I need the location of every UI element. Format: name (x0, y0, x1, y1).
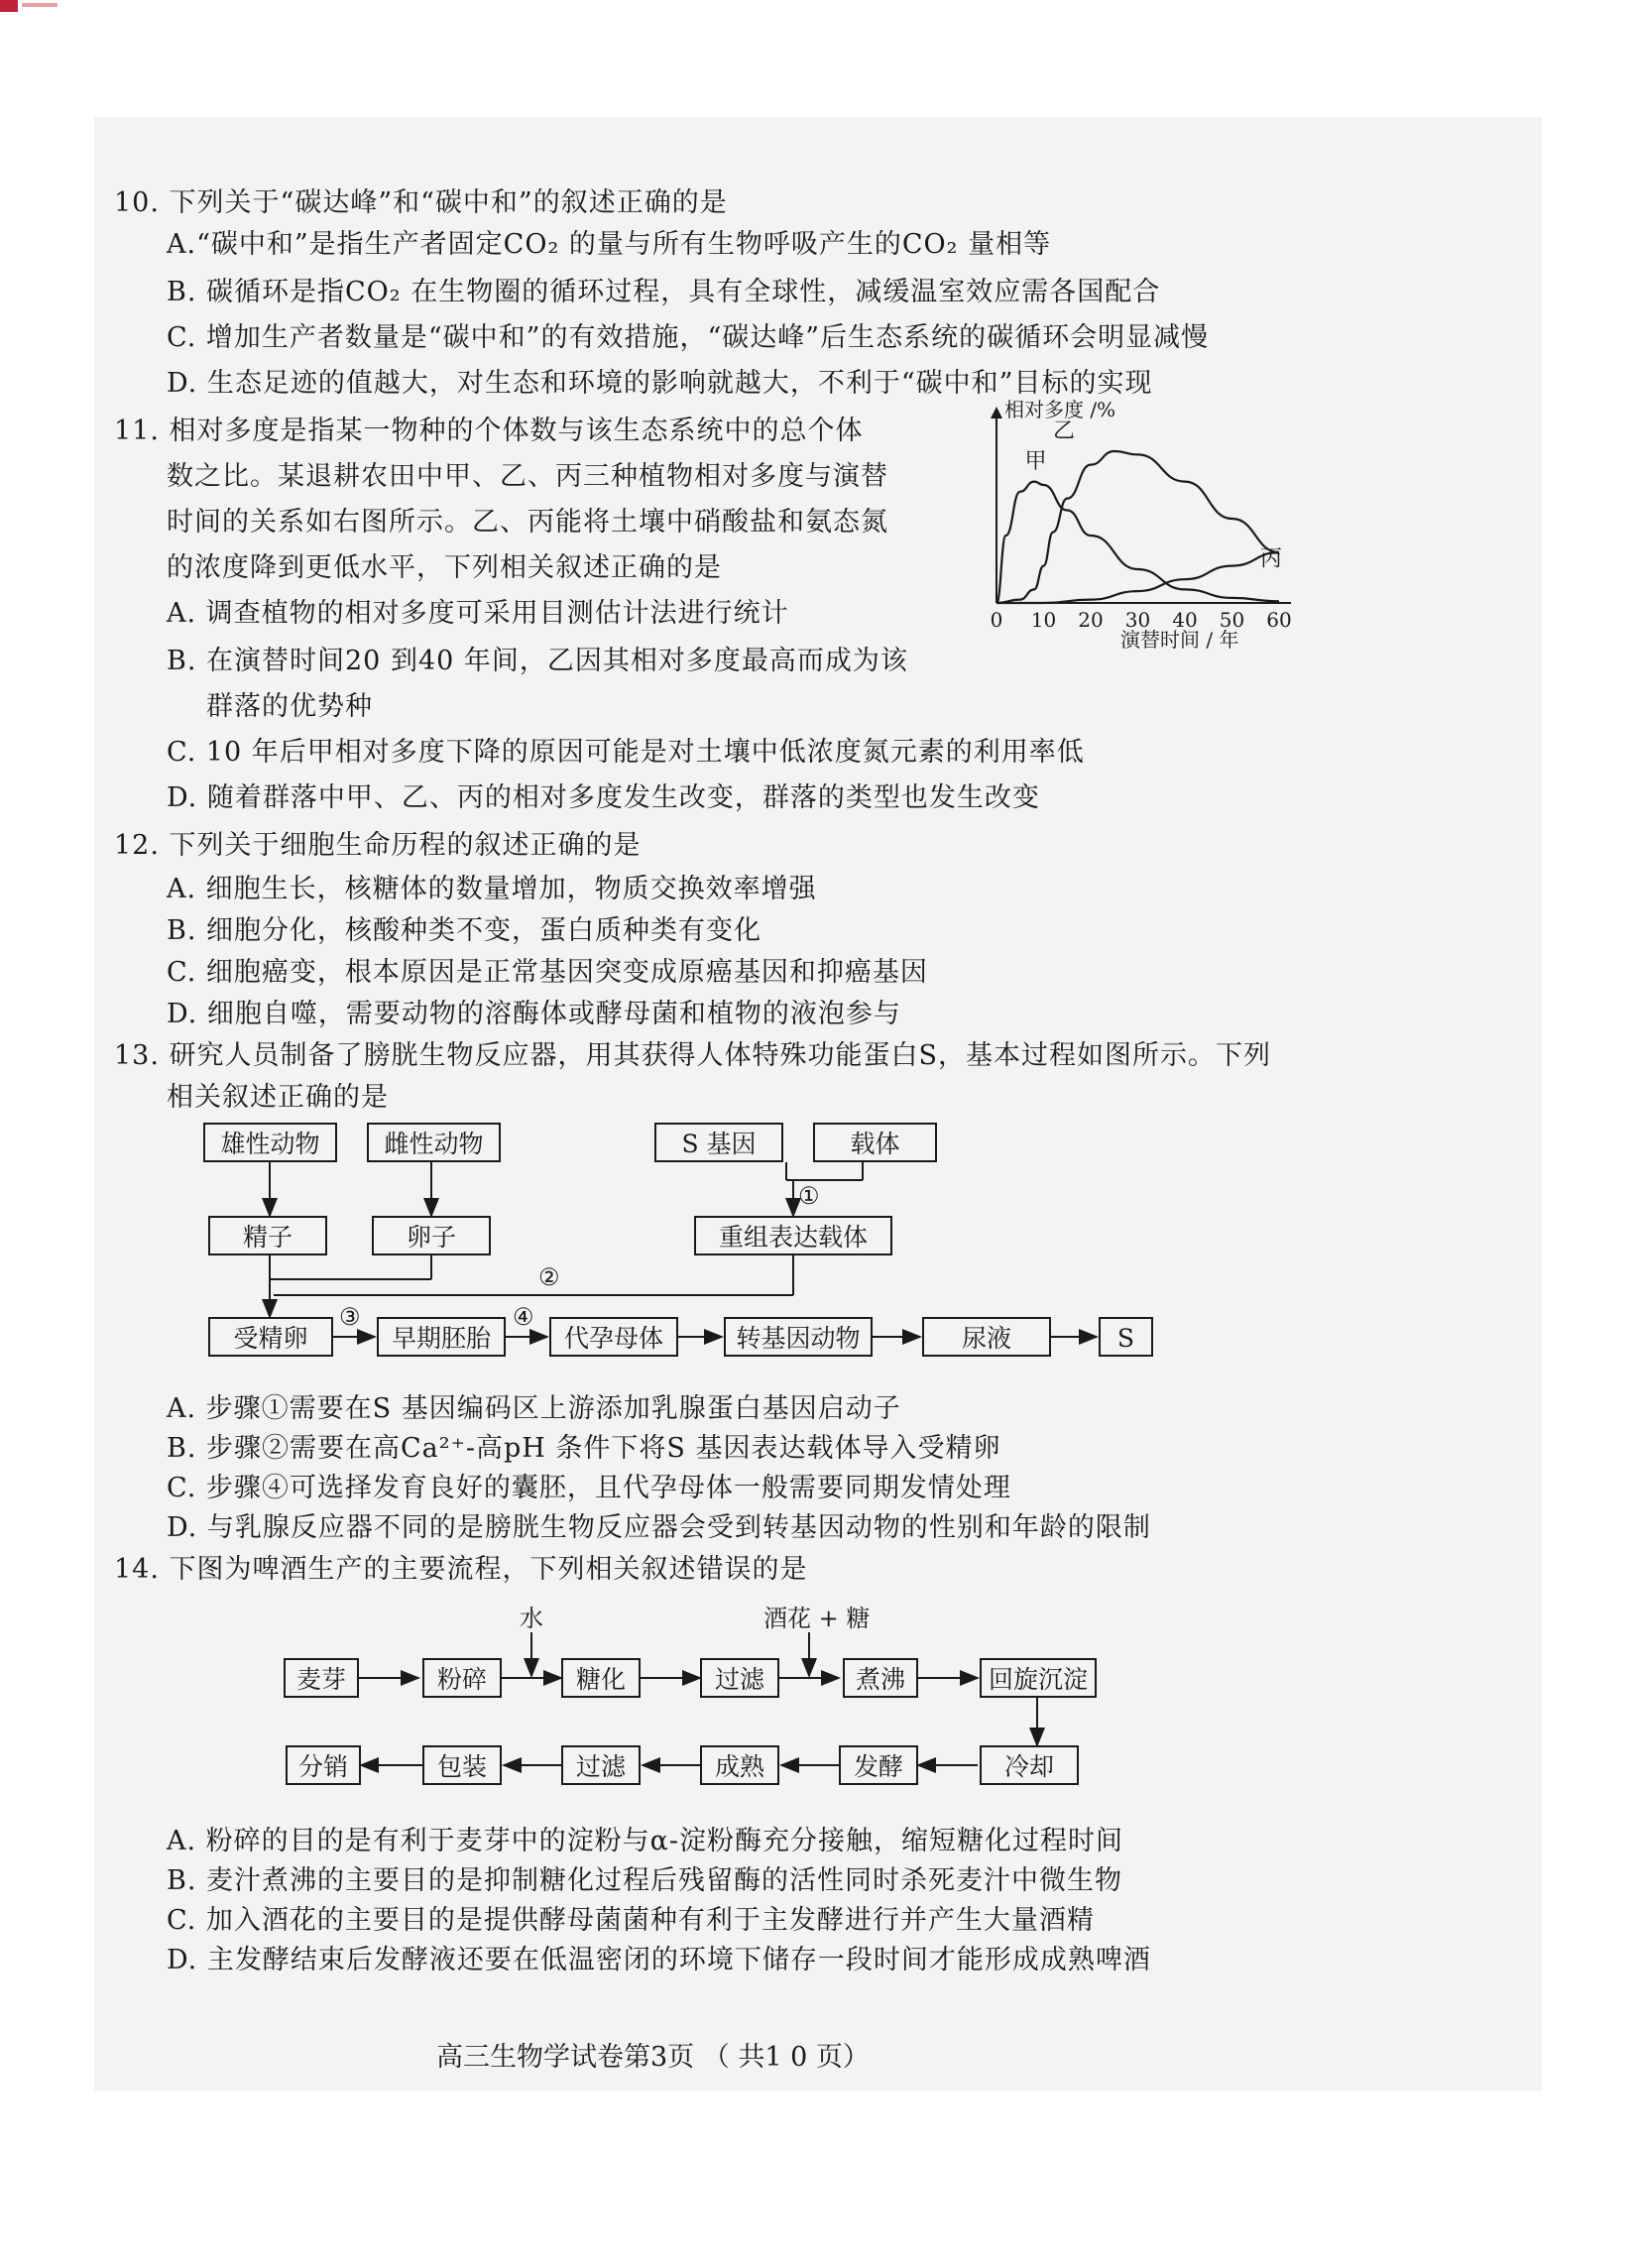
box-female-animal: 雌性动物 (367, 1123, 501, 1162)
q14-option-a: A. 粉碎的目的是有利于麦芽中的淀粉与α-淀粉酶充分接触，缩短糖化过程时间 (167, 1826, 1124, 1856)
box-s-gene: S 基因 (654, 1123, 783, 1162)
q14-stem: 14. 下图为啤酒生产的主要流程，下列相关叙述错误的是 (114, 1554, 808, 1585)
x-tick-label: 0 (990, 608, 1003, 632)
q10-option-d: D. 生态足迹的值越大，对生态和环境的影响就越大，不利于“碳中和”目标的实现 (167, 368, 1153, 399)
y-axis-label: 相对多度 /% (1004, 398, 1116, 421)
box-malt: 麦芽 (284, 1658, 359, 1698)
x-tick-label: 20 (1078, 608, 1104, 632)
q10-option-c: C. 增加生产者数量是“碳中和”的有效措施，“碳达峰”后生态系统的碳循环会明显减慢 (167, 322, 1210, 353)
x-tick-label: 60 (1266, 608, 1292, 632)
box-filtering-1: 过滤 (700, 1658, 779, 1698)
box-s-protein: S (1099, 1317, 1153, 1357)
q11-option-c: C. 10 年后甲相对多度下降的原因可能是对土壤中低浓度氮元素的利用率低 (167, 737, 1085, 768)
box-whirlpool: 回旋沉淀 (980, 1658, 1097, 1698)
q14-option-b: B. 麦汁煮沸的主要目的是抑制糖化过程后残留酶的活性同时杀死麦汁中微生物 (167, 1865, 1123, 1896)
q11-option-d: D. 随着群落中甲、乙、丙的相对多度发生改变，群落的类型也发生改变 (167, 782, 1040, 813)
box-packaging: 包装 (422, 1745, 502, 1785)
step-1-label: ① (798, 1182, 820, 1210)
x-axis-label: 演替时间 / 年 (1120, 628, 1239, 652)
box-crushing: 粉碎 (422, 1658, 502, 1698)
q14-option-c: C. 加入酒花的主要目的是提供酵母菌菌种有利于主发酵进行并产生大量酒精 (167, 1905, 1095, 1936)
input-hops-sugar: 酒花 + 糖 (763, 1605, 871, 1632)
q12-option-b: B. 细胞分化，核酸种类不变，蛋白质种类有变化 (167, 915, 762, 946)
box-zygote: 受精卵 (208, 1317, 333, 1357)
box-boiling: 煮沸 (843, 1658, 918, 1698)
q11-stem-line-3: 时间的关系如右图所示。乙、丙能将土壤中硝酸盐和氨态氮 (167, 507, 888, 537)
box-cooling: 冷却 (980, 1745, 1079, 1785)
input-water: 水 (520, 1605, 543, 1632)
series-label-2: 乙 (1053, 418, 1076, 444)
x-tick-label: 10 (1030, 608, 1057, 632)
q14-option-d: D. 主发酵结束后发酵液还要在低温密闭的环境下储存一段时间才能形成成熟啤酒 (167, 1945, 1151, 1975)
q13-option-b: B. 步骤②需要在高Ca²⁺-高pH 条件下将S 基因表达载体导入受精卵 (167, 1433, 1001, 1464)
q11-option-b-cont: 群落的优势种 (206, 691, 373, 722)
x-tick-label: 40 (1172, 608, 1198, 632)
q13-option-a: A. 步骤①需要在S 基因编码区上游添加乳腺蛋白基因启动子 (167, 1393, 901, 1424)
step-3-label: ③ (339, 1303, 361, 1331)
logo-mark (0, 0, 59, 12)
series-label-1: 甲 (1024, 449, 1047, 474)
q12-option-a: A. 细胞生长，核糖体的数量增加，物质交换效率增强 (167, 874, 817, 904)
series-label-3: 丙 (1260, 546, 1283, 572)
page-footer: 高三生物学试卷第3页 （ 共1 0 页） (436, 2042, 870, 2073)
q11-option-b: B. 在演替时间20 到40 年间，乙因其相对多度最高而成为该 (167, 646, 908, 676)
q10-option-a: A.“碳中和”是指生产者固定CO₂ 的量与所有生物呼吸产生的CO₂ 量相等 (167, 229, 1052, 260)
q10-option-b: B. 碳循环是指CO₂ 在生物圈的循环过程，具有全球性，减缓温室效应需各国配合 (167, 277, 1161, 307)
box-transgenic-animal: 转基因动物 (724, 1317, 873, 1357)
box-surrogate: 代孕母体 (549, 1317, 678, 1357)
q10-stem: 10. 下列关于“碳达峰”和“碳中和”的叙述正确的是 (114, 187, 728, 218)
q12-option-c: C. 细胞癌变，根本原因是正常基因突变成原癌基因和抑癌基因 (167, 957, 928, 988)
box-egg: 卵子 (372, 1216, 491, 1255)
box-distribution: 分销 (286, 1745, 361, 1785)
q13-stem-line-1: 13. 研究人员制备了膀胱生物反应器，用其获得人体特殊功能蛋白S，基本过程如图所示。下列 (114, 1040, 1272, 1071)
q11-option-a: A. 调查植物的相对多度可采用目测估计法进行统计 (167, 598, 789, 629)
q13-option-d: D. 与乳腺反应器不同的是膀胱生物反应器会受到转基因动物的性别和年龄的限制 (167, 1512, 1151, 1543)
step-2-label: ② (538, 1263, 560, 1291)
box-male-animal: 雄性动物 (203, 1123, 337, 1162)
step-4-label: ④ (513, 1303, 534, 1331)
q13-option-c: C. 步骤④可选择发育良好的囊胚，且代孕母体一般需要同期发情处理 (167, 1473, 1011, 1503)
box-filtering-2: 过滤 (561, 1745, 641, 1785)
box-urine: 尿液 (922, 1317, 1051, 1357)
box-saccharification: 糖化 (561, 1658, 641, 1698)
x-tick-label: 30 (1124, 608, 1151, 632)
q11-stem-line-4: 的浓度降到更低水平，下列相关叙述正确的是 (167, 552, 722, 583)
box-fermentation: 发酵 (839, 1745, 918, 1785)
q13-stem-line-2: 相关叙述正确的是 (167, 1082, 389, 1113)
box-early-embryo: 早期胚胎 (377, 1317, 506, 1357)
box-recombinant-vector: 重组表达载体 (694, 1216, 892, 1255)
q11-stem-line-1: 11. 相对多度是指某一物种的个体数与该生态系统中的总个体 (114, 416, 864, 446)
q12-stem: 12. 下列关于细胞生命历程的叙述正确的是 (114, 830, 642, 861)
box-sperm: 精子 (208, 1216, 327, 1255)
q12-option-d: D. 细胞自噬，需要动物的溶酶体或酵母菌和植物的液泡参与 (167, 999, 901, 1029)
x-tick-label: 50 (1219, 608, 1245, 632)
box-vector: 载体 (813, 1123, 937, 1162)
box-maturation: 成熟 (700, 1745, 779, 1785)
q11-stem-line-2: 数之比。某退耕农田中甲、乙、丙三种植物相对多度与演替 (167, 461, 888, 492)
